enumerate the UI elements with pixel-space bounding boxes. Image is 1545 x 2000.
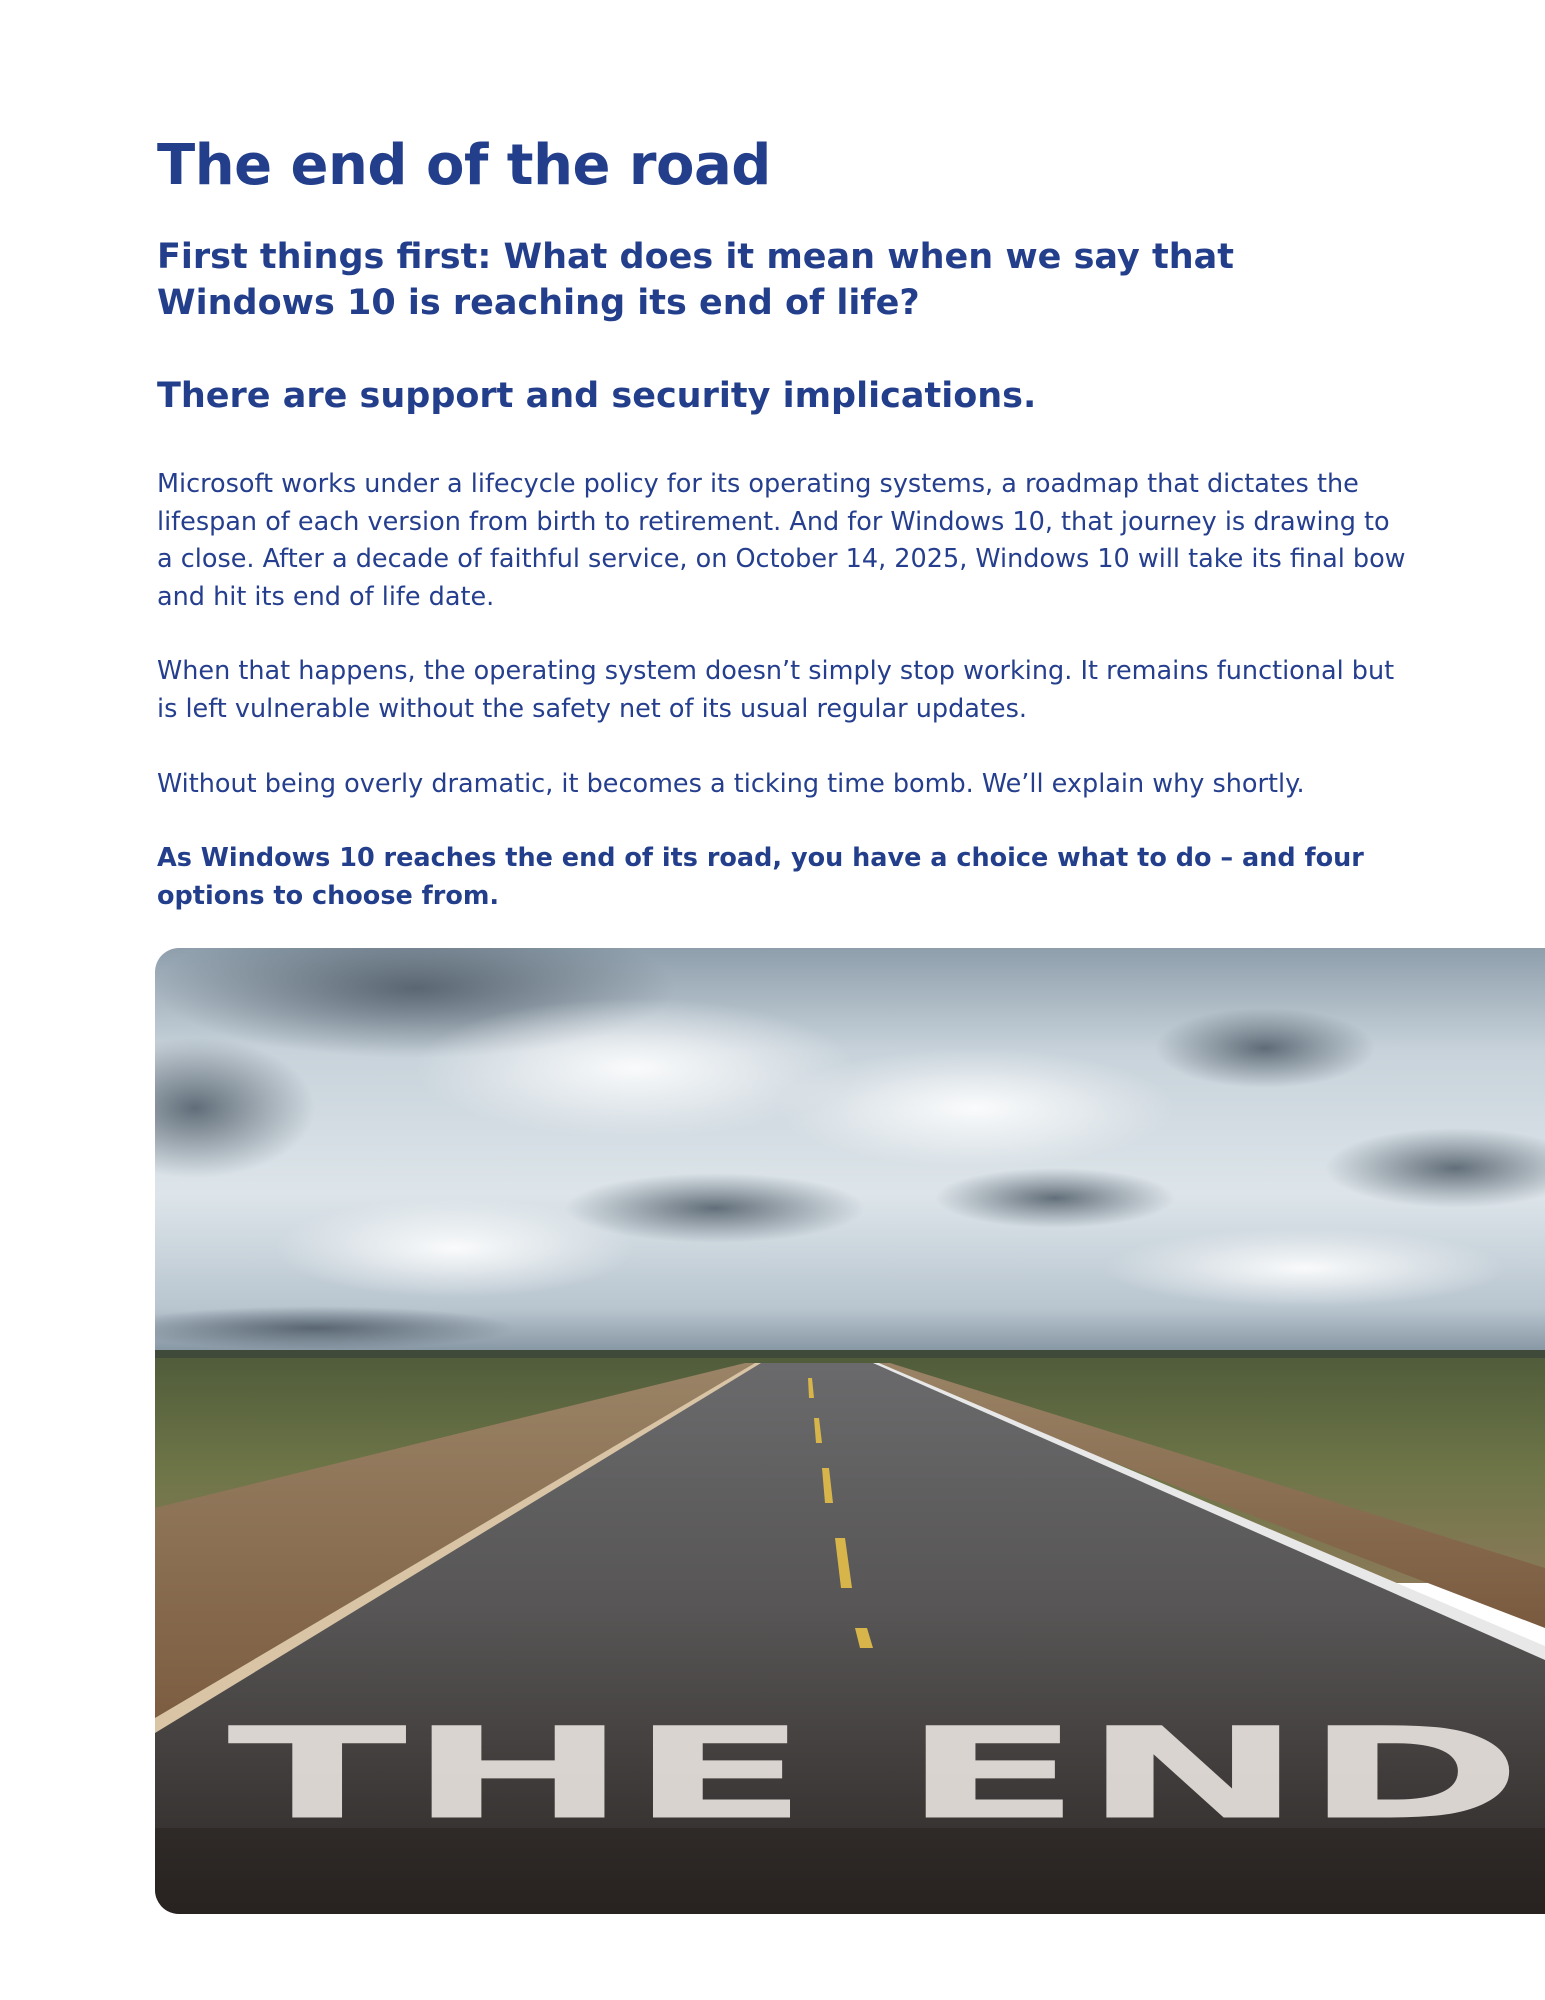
section-subhead: There are support and security implications. <box>157 376 1037 416</box>
road-text <box>227 1700 1523 1847</box>
hero-image-road <box>155 948 1545 1914</box>
page-title: The end of the road <box>157 133 771 198</box>
body-paragraph-1: Microsoft works under a lifecycle policy for its operating systems, a roadmap that dictates the lifespan of each version from birth to retirement. And for Windows 10, that journey is drawing to a close. After a decade of faithful service, on October 14, 2025, Windows 10 will take its final bow and hit its end of life date. <box>157 469 1406 612</box>
the-end-road-text: THE END <box>226 1700 1524 1848</box>
body-paragraph-3: Without being overly dramatic, it becomes a ticking time bomb. We’ll explain why shortly. <box>157 769 1305 799</box>
road-photo <box>155 948 1545 1914</box>
page-subtitle: First things first: What does it mean when we say that Windows 10 is reaching its end of life? <box>157 237 1234 323</box>
callout-paragraph: As Windows 10 reaches the end of its road, you have a choice what to do – and four options to choose from. <box>157 843 1364 911</box>
body-paragraph-2: When that happens, the operating system doesn’t simply stop working. It remains functional but is left vulnerable without the safety net of its usual regular updates. <box>157 656 1395 724</box>
